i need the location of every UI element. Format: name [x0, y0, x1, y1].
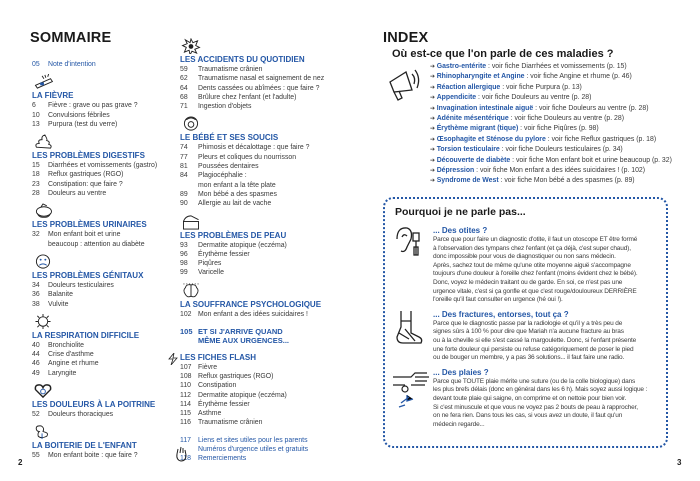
entry-label: Convulsions fébriles [48, 111, 110, 119]
box-sections [433, 225, 667, 429]
index-entry[interactable] [430, 156, 672, 166]
arrow-right-icon: ➔ [430, 95, 437, 102]
page-ref: 13 [32, 120, 40, 128]
entry-label: Mon bébé a des spasmes [198, 190, 277, 198]
index-term: Dépression [436, 167, 475, 175]
entry-label: Poussées dentaires [198, 163, 259, 171]
section-heading: ... Des fractures, entorses, tout ça ? [433, 309, 569, 319]
entry-label: ET SI J'ARRIVE QUAND MÊME AUX URGENCES... [198, 327, 289, 346]
page-ref: 49 [32, 369, 40, 377]
toc-entry[interactable] [180, 454, 360, 463]
pourquoi-box [383, 197, 668, 448]
toc-entry[interactable] [180, 259, 360, 268]
toc-entry[interactable] [180, 310, 360, 319]
arrow-right-icon: ➔ [430, 105, 437, 112]
toc-section [180, 38, 360, 111]
section-title: LA BOITERIE DE L'ENFANT [32, 441, 137, 451]
index-term: Invagination intestinale aiguë [436, 104, 534, 112]
page-ref: 118 [180, 455, 191, 463]
entry-label: Érythème fessier [198, 400, 250, 408]
entry-label: Fièvre : grave ou pas grave ? [48, 102, 138, 110]
ear-otoscope-icon [393, 225, 423, 259]
toc-entry-urgences[interactable] [180, 327, 360, 346]
entry-label: Mon enfant boit et urine beaucoup : attention au diabète [48, 231, 145, 248]
page-ref: 6 [32, 102, 36, 110]
page-ref: 28 [32, 190, 40, 198]
section-title: LES ACCIDENTS DU QUOTIDIEN [180, 55, 305, 64]
toc-entry[interactable] [180, 171, 360, 190]
index-ref: : voir fiche Mon enfant a des idées suicidaires ! (p. 102) [474, 167, 646, 175]
section-text: Parce que le diagnostic passe par la radiologie et qu'il y a très peu de signes sûrs à 100 % pour dire que Mariah n'a aucune fracture au bras ou à la cheville si elle s'est cassé la margoulette. Donc, si l'enfant présente une forte douleur qui persiste ou refuse catégoriquement de poser le pied ou de bouger un membre, y a pas 36 solutions... il faut faire une radio. [433, 319, 637, 362]
virus-icon [32, 314, 54, 330]
page-ref: 81 [180, 163, 188, 171]
index-entry[interactable] [430, 104, 672, 114]
entry-label: Constipation: que faire ? [48, 180, 123, 188]
toc-entry[interactable] [180, 153, 360, 162]
page-ref: 90 [180, 200, 188, 208]
page-ref: 15 [32, 162, 40, 170]
page-ref: 93 [180, 241, 188, 249]
entry-label: Brûlure chez l'enfant (et l'adulte) [198, 93, 297, 101]
index-entry[interactable] [430, 166, 672, 176]
index-title: INDEX [383, 30, 429, 46]
section-title: LES PROBLÈMES DE PEAU [180, 230, 287, 240]
entry-label: Ingestion d'objets [198, 103, 252, 111]
toc-entry[interactable] [180, 381, 360, 390]
index-ref: : voir fiche Douleurs au ventre (p. 28) [508, 115, 624, 123]
page-ref: 108 [180, 372, 192, 380]
toc-entry[interactable] [180, 190, 360, 199]
entry-label: Diarrhées et vomissements (gastro) [48, 162, 158, 170]
page-number-right: 3 [677, 458, 682, 467]
entry-label: Bronchiolite [48, 341, 85, 349]
arrow-right-icon: ➔ [430, 178, 437, 185]
index-entry[interactable] [430, 145, 672, 155]
page-ref: 112 [180, 391, 191, 399]
index-term: Gastro-entérite [436, 63, 487, 70]
section-title: LES FICHES FLASH [180, 352, 257, 362]
duck-icon [32, 424, 54, 440]
page-ref: 74 [180, 144, 188, 152]
hand-cut-icon [393, 367, 433, 411]
sad-face-icon [32, 254, 54, 270]
index-ref: : voir fiche Mon enfant boit et urine beaucoup (p. 32) [510, 156, 672, 164]
index-entry[interactable] [430, 62, 672, 72]
entry-label: Crise d'asthme [48, 351, 94, 359]
page-ref: 68 [180, 93, 188, 101]
entry-label: Traumatisme nasal et saignement de nez [198, 75, 325, 83]
toc-entry[interactable] [180, 199, 360, 208]
index-entry[interactable] [430, 72, 672, 82]
page-ref: 52 [32, 411, 40, 419]
box-section [433, 225, 667, 305]
index-list [430, 62, 672, 187]
toc-end-entries [180, 436, 360, 464]
index-entry[interactable] [430, 114, 672, 124]
page-ref: 36 [32, 291, 40, 299]
section-title: LA FIÈVRE [32, 91, 74, 101]
index-term: Érythème migrant (tique) [436, 125, 519, 133]
page-ref: 18 [32, 171, 40, 179]
entry-label: Laryngite [48, 369, 77, 377]
section-title: LE BÉBÉ ET SES SOUCIS [180, 133, 279, 143]
entry-label: Piqûres [198, 260, 222, 268]
index-term: Rhinopharyngite et Angine [436, 73, 525, 81]
index-ref: : voir fiche Douleurs testiculaires (p. 34) [499, 146, 623, 154]
toc-entry[interactable] [180, 65, 360, 74]
entry-label: Traumatisme crânien [198, 419, 263, 427]
page-ref: 10 [32, 111, 40, 119]
entry-label: Reflux gastriques (RGO) [198, 372, 274, 380]
entry-label: Douleurs au ventre [48, 190, 107, 198]
section-title: LA RESPIRATION DIFFICILE [32, 330, 140, 340]
index-term: Torsion testiculaire [436, 146, 500, 154]
toc-entry[interactable] [180, 102, 360, 111]
index-term: Syndrome de West [436, 177, 499, 185]
page-number-left: 2 [18, 458, 23, 467]
index-entry[interactable] [430, 135, 672, 145]
index-ref: : voir fiche Douleurs au ventre (p. 28) [476, 94, 592, 102]
toc-entry[interactable] [180, 74, 360, 83]
arrow-right-icon: ➔ [430, 74, 437, 81]
toc-entry[interactable] [180, 436, 360, 445]
toc-entry[interactable] [180, 268, 360, 277]
entry-label: Érythème fessier [198, 250, 250, 258]
page-ref: 32 [32, 231, 40, 239]
entry-label: Constipation [198, 382, 237, 390]
entry-label: Fièvre [198, 363, 218, 371]
page-ref: 99 [180, 269, 188, 277]
index-ref: : voir fiche Purpura (p. 13) [500, 83, 582, 91]
potty-icon [32, 203, 54, 219]
box-title: Pourquoi je ne parle pas... [395, 206, 526, 218]
entry-label: Remerciements [198, 455, 247, 463]
entry-label: Reflux gastriques (RGO) [48, 171, 124, 179]
entry-label: Numéros d'urgence utiles et gratuits [198, 446, 309, 454]
arrow-right-icon: ➔ [430, 116, 437, 123]
page-ref: 96 [180, 250, 188, 258]
entry-label: Allergie au lait de vache [198, 200, 272, 208]
box-section [433, 309, 667, 363]
hand-wave-icon [174, 446, 188, 462]
index-ref: : voir fiche Reflux gastriques (p. 18) [545, 135, 657, 143]
entry-label: Mon enfant boite : que faire ? [48, 452, 138, 460]
page-ref: 55 [32, 452, 40, 460]
index-term: Réaction allergique [436, 83, 501, 91]
megaphone-icon [386, 64, 424, 102]
box-section [433, 367, 667, 430]
entry-label: Purpura (test du verre) [48, 120, 118, 128]
entry-label: Note d'intention [48, 61, 96, 68]
index-ref: : voir fiche Angine et rhume (p. 46) [524, 73, 632, 81]
page-ref: 62 [180, 75, 188, 83]
entry-label: Douleurs testiculaires [48, 281, 114, 289]
section-title: LES PROBLÈMES GÉNITAUX [32, 270, 144, 280]
arrow-right-icon: ➔ [430, 136, 437, 143]
toc-entry[interactable] [180, 93, 360, 102]
index-ref: : voir fiche Diarrhées et vomissements (p. 15) [486, 63, 627, 70]
entry-label: Mon enfant a des idées suicidaires ! [198, 310, 308, 318]
arrow-right-icon: ➔ [430, 126, 437, 133]
entry-label: Dermatite atopique (eczéma) [198, 241, 287, 249]
section-title: LES DOULEURS À LA POITRINE [32, 400, 156, 410]
index-entry[interactable] [430, 176, 672, 186]
toc-entry[interactable] [180, 250, 360, 259]
toc-entry[interactable] [180, 363, 360, 372]
section-text: Parce que TOUTE plaie mérite une suture (ou de la colle biologique) dans les plus brefs délais (donc en général dans les 6 h). Mais soyez aussi logique : devant toute plaie qui saigne, on comprime et on nettoie pour bien voir. Si c'est minuscule et que vous ne voyez pas 2 bouts de peau à rapprocher, on ne fera rien. Dans tous les cas, si vous avez un doute, il faut qu'un médecin regarde... [433, 377, 648, 428]
entry-label: Traumatisme crânien [198, 66, 263, 73]
explosion-icon [180, 38, 202, 54]
index-ref: : voir fiche Piqûres (p. 98) [518, 125, 599, 133]
page-ref: 05 [32, 61, 40, 68]
index-term: Adénite mésentérique [436, 115, 509, 123]
page-ref: 117 [180, 436, 191, 444]
page-ref: 40 [32, 341, 40, 349]
lightning-icon [168, 353, 178, 365]
index-entry[interactable] [430, 83, 672, 93]
thermometer-icon [32, 74, 54, 90]
entry-label: Plagiocéphalie : mon enfant a la tête plate [198, 172, 276, 189]
page-ref: 59 [180, 66, 188, 73]
section-text: Parce que pour faire un diagnostic d'otite, il faut un otoscope ET être formé à l'observation des tympans chez l'enfant (et ça déjà, c'est super chaud), donc impossible pour vous de diagnostiquer ou non sans médecin. Après, sachez tout de même qu'une otite moyenne aiguë s'accompagne toujours d'une douleur à l'oreille chez l'enfant (moins évident chez le bébé). Donc, voyez le médecin traitant ou de garde. En soi, ce n'est pas une urgence vitale, c'est si ça gonfle et que c'est rouge/douloureux DERRIÈRE l'oreille qu'il faut consulter en urgence (hé oui !). [433, 236, 638, 304]
arrow-right-icon: ➔ [430, 157, 437, 164]
page-ref: 107 [180, 363, 192, 371]
page-ref: 89 [180, 190, 188, 198]
entry-label: Varicelle [198, 269, 224, 277]
index-term: Œsophagite et Sténose du pylore [436, 135, 546, 143]
page-ref: 77 [180, 153, 188, 161]
entry-label: Dents cassées ou abîmées : que faire ? [198, 84, 320, 92]
heart-icon [32, 383, 54, 399]
page-ref: 115 [180, 410, 191, 418]
section-heading: ... Des otites ? [433, 226, 488, 235]
index-ref: : voir fiche Douleurs au ventre (p. 28) [533, 104, 649, 112]
page-ref: 23 [32, 180, 40, 188]
entry-label: Balanite [48, 291, 73, 299]
entry-label: Pleurs et coliques du nourrisson [198, 153, 297, 161]
section-heading: ... Des plaies ? [433, 367, 489, 377]
toc-entry[interactable] [180, 84, 360, 93]
entry-label: Douleurs thoraciques [48, 411, 114, 419]
index-entry[interactable] [430, 93, 672, 103]
index-subtitle: Où est-ce que l'on parle de ces maladies ? [392, 48, 614, 60]
entry-label: Asthme [198, 410, 222, 418]
entry-label: Liens et sites utiles pour les parents [198, 436, 308, 444]
page-ref: 114 [180, 400, 191, 408]
entry-label: Angine et rhume [48, 360, 99, 368]
toc-entry[interactable] [180, 143, 360, 152]
page-ref: 38 [32, 300, 40, 308]
toc-entry[interactable] [180, 400, 360, 409]
toc-entry[interactable] [180, 445, 360, 454]
page-ref: 98 [180, 260, 188, 268]
page-ref: 110 [180, 382, 191, 390]
toc-section [180, 214, 360, 278]
index-term: Découverte de diabète [436, 156, 511, 164]
sommaire-title: SOMMAIRE [30, 30, 112, 46]
index-term: Appendicite [436, 94, 477, 102]
entry-label: Vulvite [48, 300, 69, 308]
index-ref: : voir fiche Mon bébé a des spasmes (p. 89) [498, 177, 635, 185]
page-ref: 34 [32, 281, 40, 289]
toc-entry[interactable] [180, 391, 360, 400]
toc-section [180, 116, 360, 208]
toc-entry[interactable] [180, 418, 360, 427]
arrow-right-icon: ➔ [430, 168, 437, 175]
page-ref: 46 [32, 360, 40, 368]
page-ref: 71 [180, 103, 188, 111]
toc-entry[interactable] [180, 409, 360, 418]
toc-entry[interactable] [180, 241, 360, 250]
poop-icon [32, 134, 54, 150]
baby-icon [180, 116, 202, 132]
sommaire-column-2 [180, 33, 360, 464]
page-ref: 84 [180, 172, 188, 180]
cream-icon [180, 214, 202, 230]
arrow-right-icon: ➔ [430, 64, 437, 70]
toc-entry[interactable] [180, 372, 360, 381]
fiches-flash-section [180, 353, 360, 428]
arrow-right-icon: ➔ [430, 147, 437, 154]
foot-cast-icon [393, 309, 425, 349]
page-ref: 102 [180, 310, 192, 318]
toc-entry[interactable] [180, 162, 360, 171]
page-ref: 64 [180, 84, 188, 92]
entry-label: Dermatite atopique (eczéma) [198, 391, 287, 399]
section-title: LA SOUFFRANCE PSYCHOLOGIQUE [180, 299, 322, 309]
section-title: LES PROBLÈMES DIGESTIFS [32, 151, 145, 161]
brain-icon [180, 283, 202, 299]
arrow-right-icon: ➔ [430, 84, 437, 91]
toc-section [180, 283, 360, 319]
section-title: LES PROBLÈMES URINAIRES [32, 220, 147, 230]
page-ref: 105 [180, 327, 193, 337]
page-ref: 116 [180, 419, 191, 427]
column-2-sections [180, 38, 360, 319]
index-entry[interactable] [430, 124, 672, 134]
page-ref: 44 [32, 351, 40, 359]
entry-label: Phimosis et décalottage : que faire ? [198, 144, 310, 152]
